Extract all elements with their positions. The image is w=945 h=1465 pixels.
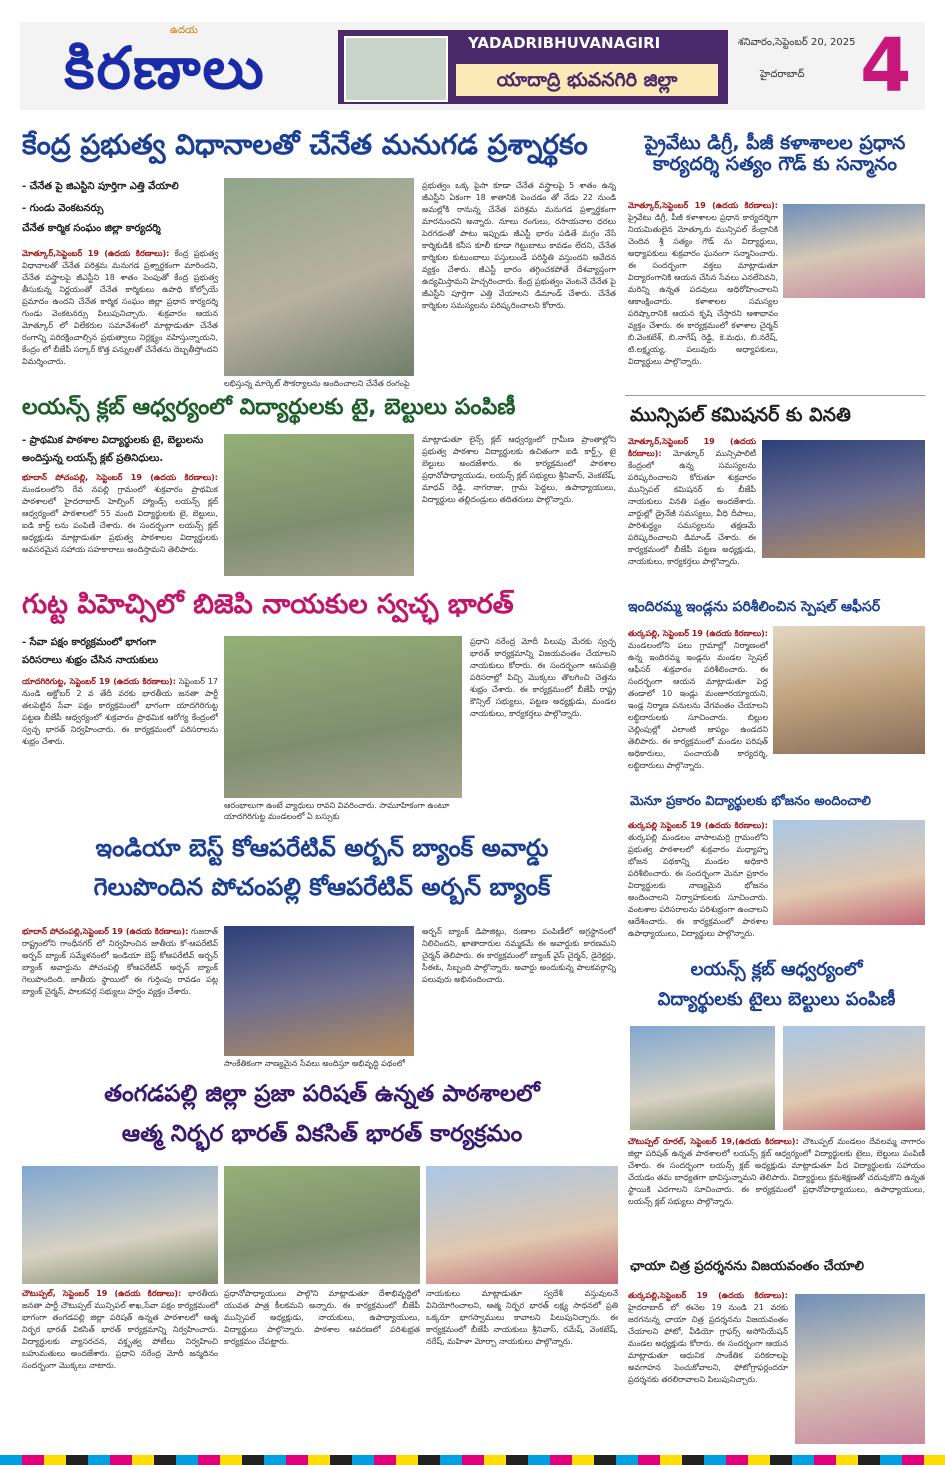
story2-text: ప్రైవేటు డిగ్రీ, పీజీ కళాశాలల ప్రధాన కార్యదర్శిగా నియమితులైన మోత్కూరు మున్సిపల్ కేంద్రానికి చెందిన శ్రీ సత్యం గౌడ్ ను విద్యార్థులు, అధ్యాపకులు శుక్రవారం ఘనంగా సన్మానించారు. ఈ సందర్భంగా వక్తలు మాట్లాడుతూ విద్యారంగానికి ఆయన చేసిన సేవలు ఎనలేనివని, మరిన్ని ఉన్నత పదవులు అధిరోహించాలని ఆకాంక్షించారు. కళాశాలల సమస్యల పరిష్కారానికి ఆయన కృషి చేస్తారని ఆశాభావం వ్యక్తం చేశారు. ఈ కార్యక్రమంలో కళాశాల చైర్మన్ బి.వెంకటేశ్, బి.నాగేష్ రెడ్డి, కె.మధు, బి.నరేష్, టి.లక్ష్మయ్య, పలువురు అధ్యాపకులు, విద్యార్థులు పాల్గొన్నారు. [628, 213, 778, 366]
story5-body-right: ప్రధాని నరేంద్ర మోదీ పిలుపు మేరకు స్వచ్ఛ భారత్ కార్యక్రమాన్ని విజయవంతం చేయాలని నాయకులు కోరారు. ఈ సందర్భంగా ఆసుపత్రి పరిసరాల్లో పిచ్చి మొక్కలు తొలగించి చెత్తను శుభ్రం చేశారు. ఈ కార్యక్రమంలో బీజేపీ రాష్ట్ర కౌన్సిల్ సభ్యులు, పట్టణ అధ్యక్షుడు, మండల నాయకులు, కార్యకర్తలు పాల్గొన్నారు. [470, 637, 616, 718]
story10-headline2: ఆత్మ నిర్భర భారత్ వికసిత్ భారత్ కార్యక్రమం [121, 1121, 523, 1147]
story8-text-left: గుజరాత్ రాష్ట్రంలోని గాంధీనగర్ లో నిర్వహించిన జాతీయ కో-ఆపరేటివ్ అర్బన్ బ్యాంక్ సమ్మేళనంలో ఇండియా బెస్ట్ కోఆపరేటివ్ అర్బన్ బ్యాంక్ అవార్డును పోచంపల్లి కోఆపరేటివ్ అర్బన్ బ్యాంక్ గెలుపొందింది. జాతీయ స్థాయిలో ఈ గుర్తింపు రావడం పట్ల బ్యాంక్ చైర్మన్, పాలకవర్గ సభ్యులు హర్షం వ్యక్తం చేశారు. [22, 927, 218, 996]
story2-body [628, 200, 778, 368]
divider [625, 395, 925, 396]
story5-caption: ఆరంభాలుగా ఉంటే వ్యాధులు రావని వివరించారు. సామూహికంగా ఉంటూ యాదగిరిగుట్ట మండలంలో ఏ బస్సుకు [224, 801, 450, 822]
story11-portrait [795, 1294, 925, 1444]
district-name-english: YADADRIBHUVANAGIRI [468, 34, 661, 52]
story3-headline: లయన్స్ క్లబ్ ఆధ్వర్యంలో విద్యార్థులకు టై, బెల్టులు పంపిణీ [22, 395, 516, 420]
story10-photo3 [426, 1166, 618, 1284]
story10-dateline: చౌటుప్పల్, సెప్టెంబర్ 19 (ఉదయ కిరణాలు): [22, 1289, 182, 1298]
story8-caption: సాంకేతికంగా నాణ్యమైన సేవలు అందిస్తూ అభివృద్ధి పథంలో [224, 1059, 405, 1068]
story8-body-right: అర్బన్ బ్యాంక్ డిపాజిట్లు, రుణాల పంపిణీలో అగ్రస్థానంలో నిలిచిందని, ఖాతాదారుల నమ్మకమే ఈ అవార్డుకు కారణమని చైర్మన్ తెలిపారు. ఈ కార్యక్రమంలో బ్యాంక్ వైస్ చైర్మన్, డైరెక్టర్లు, సీఈఓ, సిబ్బంది పాల్గొన్నారు. అవార్డు అందుకున్న పాలకవర్గాన్ని పలువురు అభినందించారు. [422, 927, 616, 984]
story9-headline2: విద్యార్థులకు టైలు బెల్టులు పంపిణీ [657, 989, 896, 1010]
story1-text-left: కేంద్ర ప్రభుత్వ విధానాలతో చేనేత పరిశ్రమ మనుగడ ప్రశ్నార్థకంగా మారిందని, చేనేత వస్త్రాలపై జీఎస్టీని 18 శాతం పెంపుతో కేంద్ర ప్రభుత్వ తీసుకున్న నిర్ణయంతో చేనేత కార్మికులు ఉపాధి కోల్పోయే ప్రమాదం ఉందని చేనేత కార్మిక సంఘం జిల్లా ప్రధాన కార్యదర్శి గుండు వెంకటనర్సు పిలుపునిచ్చారు. శుక్రవారం ఆయన మోత్కూర్ లో విలేకరుల సమావేశంలో మాట్లాడుతూ చేనేత రంగాన్ని పరిరక్షించాల్సిన ప్రభుత్వాలు నిర్లక్ష్యం వహిస్తున్నాయని, కేంద్రం లో బీజేపీ సర్కార్ కొత్త పన్నులతో చేనేతను దెబ్బతీస్తోందని విమర్శించారు. [22, 249, 218, 366]
story2-dateline: మోత్కూర్,సెప్టెంబర్ 19 (ఉదయ కిరణాలు): [628, 201, 778, 210]
story6-photo [773, 626, 925, 754]
story9-body [628, 1136, 925, 1250]
story9-photo2 [783, 1026, 925, 1130]
story4-headline: మున్సిపల్ కమిషనర్ కు వినతి [630, 404, 851, 426]
story2-photo [783, 204, 925, 298]
story10-text-col1: భారతీయ జనతా పార్టీ చౌటుప్పల్ మున్సిపల్ శాఖ,సేవా పక్షం కార్యక్రమంలో భాగంగా తంగడపల్లి జిల్లా పరిషత్ ఉన్నత పాఠశాలలో ఆత్మ నిర్భర భారత్ వికసిత్ భారత్ కార్యక్రమాన్ని నిర్వహించారు. విద్యార్థులకు వ్యాసరచన, వక్తృత్వ పోటీలు నిర్వహించి బహుమతులు అందజేశారు. ప్రధాని నరేంద్ర మోదీ జన్మదినం సందర్భంగా మొక్కలు నాటారు. [22, 1289, 218, 1370]
story1-sub3: చేనేత కార్మిక సంఘం జిల్లా కార్యదర్శి [22, 223, 161, 234]
story6-dateline: తుర్కపల్లి, సెప్టెంబర్ 19 (ఉదయ కిరణాలు): [628, 629, 768, 638]
story1-headline: కేంద్ర ప్రభుత్వ విధానాలతో చేనేత మనుగడ ప్రశ్నార్థకం [22, 128, 588, 161]
story3-photo [224, 434, 414, 576]
story4-photo [762, 440, 925, 558]
page-number: 4 [860, 23, 912, 109]
story9-dateline: చౌటుప్పల్ రూరల్, సెప్టెంబర్ 19,(ఉదయ కిరణాలు): [628, 1137, 799, 1146]
story2-headline: ప్రైవేటు డిగ్రీ, పీజీ కళాశాలల ప్రధాన కార్యదర్శి సత్యం గౌడ్ కు సన్మానం [644, 132, 906, 175]
story7-body [628, 820, 768, 942]
district-banner [338, 30, 728, 104]
temple-image [344, 36, 448, 102]
story3-body-left [22, 472, 218, 577]
story1-body-right: ప్రభుత్వం ఒక్క పైసా కూడా చేనేత వస్త్రాలపై 5 శాతం ఉన్న జీఎస్టీని ఏకంగా 18 శాతానికి పెంచడం తో నేడు 22 నుండి అమల్లోకి రానున్న చేనేత పరిశ్రమ మనుగడ ప్రశ్నార్థకంగా మారనుందని అన్నారు. నూలు రంగులు, రసాయనాల ధరలు పెరగడంతో పాటు ఇప్పుడు జీఎస్టీ భారం పడితే మగ్గం నేసే కార్మికుడికి కనీస కూలీ కూడా గిట్టుబాటు కావడం లేదని, చేనేత కార్మికుల కుటుంబాలు పస్తులుండే పరిస్థితి వస్తుందని ఆవేదన వ్యక్తం చేశారు. జీఎస్టీ భారం తగ్గించకపోతే దేశవ్యాప్తంగా ఉద్యమిస్తామని హెచ్చరించారు. కేంద్ర ప్రభుత్వం వెంటనే చేనేత పై జీఎస్టీని పూర్తిగా ఎత్తి వేయాలని డిమాండ్ చేశారు. చేనేత కార్మికుల సమస్యలను పరిష్కరించాలని కోరారు. [422, 181, 616, 310]
story8-photo [224, 926, 414, 1056]
district-name-telugu: యాదాద్రి భువనగిరి జిల్లా [456, 64, 718, 96]
print-color-bar [0, 1455, 945, 1465]
story5-sub2: పరిసరాలు శుభ్రం చేసిన నాయకులు [22, 655, 159, 666]
issue-date: శనివారం,సెప్టెంబర్ 20, 2025 [738, 37, 856, 48]
story8-headline2: గెలుపొందిన పోచంపల్లి కోఆపరేటివ్ అర్బన్ బ్యాంక్ [93, 873, 551, 901]
story1-dateline: మోత్కూర్,సెప్టెంబర్ 19 (ఉదయ కిరణాలు): [22, 249, 170, 258]
story7-headline: మెనూ ప్రకారం విద్యార్థులకు భోజనం అందించాలి [630, 794, 871, 809]
story4-dateline: మోత్కూర్,సెప్టెంబర్ 19 (ఉదయ కిరణాలు): [628, 437, 756, 458]
story1-caption: లభిస్తున్న మార్కెట్ సౌకర్యాలను అందించాలని చేనేత రంగంపై [224, 379, 410, 388]
story5-body-left [22, 676, 218, 816]
masthead [20, 22, 925, 110]
story5-sub1: - సేవా పక్షం కార్యక్రమంలో భాగంగా [22, 637, 157, 648]
story3-sub1: - ప్రాథమిక పాఠశాల విద్యార్థులకు టై, బెల్టులను [22, 435, 204, 446]
story1-sub1: - చేనేత పై జిఎస్టిని పూర్తిగా ఎత్తి వేయాలి [22, 181, 179, 192]
story10-photo1 [22, 1166, 218, 1284]
story5-dateline: యాదగిరిగుట్ట, సెప్టెంబర్ 19 (ఉదయ కిరణాలు): [22, 677, 176, 686]
story5-photo [224, 636, 462, 798]
story8-dateline: భూదాన్ పోచంపల్లి,సెప్టెంబర్ 19 (ఉదయ కిరణాలు): [22, 927, 189, 936]
story1-photo [224, 178, 414, 376]
story11-dateline: తుర్కపల్లి,సెప్టెంబర్ 19 (ఉదయ కిరణాలు): [628, 1291, 788, 1300]
story8-headline1: ఇండియా బెస్ట్ కోఆపరేటివ్ అర్బన్ బ్యాంక్ అవార్డు [95, 834, 549, 862]
story11-headline: ఛాయా చిత్ర ప్రదర్శనను విజయవంతం చేయాలి [630, 1259, 865, 1274]
story9-text: చౌటుప్పల్ మండలం దేవలమ్మ నాగారం జిల్లా పరిషత్ ఉన్నత పాఠశాలలో లయన్స్ క్లబ్ ఆధ్వర్యంలో విద్యార్థులకు టైలు, బెల్టులు పంపిణీ చేశారు. ఈ సందర్భంగా లయన్స్ క్లబ్ అధ్యక్షుడు మాట్లాడుతూ పేద విద్యార్థులకు సహాయం చేయడం తమ బాధ్యతగా భావిస్తున్నామని తెలిపారు. విద్యార్థులు క్రమశిక్షణతో చదువుకొని ఉన్నత స్థాయికి ఎదగాలని సూచించారు. ఈ కార్యక్రమంలో ప్రధానోపాధ్యాయులు, ఉపాధ్యాయులు, లయన్స్ క్లబ్ సభ్యులు పాల్గొన్నారు. [628, 1137, 925, 1206]
story5-headline: గుట్ట పిహెచ్సిలో బిజెపి నాయకుల స్వచ్ఛ భారత్ [22, 589, 514, 620]
story10-headline1: తంగడపల్లి జిల్లా ప్రజా పరిషత్ ఉన్నత పాఠశాలలో [104, 1081, 540, 1107]
story3-text-left: మండలంలోని రేవ నపల్లి గ్రామంలో శుక్రవారం ప్రాథమిక పాఠశాలలో హైదరాబాద్ హెల్పింగ్ హ్యాండ్స్ లయన్స్ క్లబ్ ఆధ్వర్యంలో పాఠశాలలో 55 మంది విద్యార్థులకు టై, బెల్టులు, ఐడి కార్డ్ లను పంపిణీ చేశారు. ఈ సందర్భంగా లయన్స్ క్లబ్ అధ్యక్షుడు మాట్లాడుతూ ప్రభుత్వ పాఠశాలల విద్యార్థులకు అవసరమైన సహాయ సహకారాలు అందిస్తామని తెలిపారు. [22, 485, 218, 554]
story10-body-col3: నాయకులు మాట్లాడుతూ స్వదేశీ వస్తువులనే వినియోగించాలని, ఆత్మ నిర్భర భారత్ లక్ష్య సాధనలో ప్రతి ఒక్కరూ భాగస్వాములు కావాలని పిలుపునిచ్చారు. ఈ కార్యక్రమంలో బీజేపీ నాయకులు శ్రీనివాస్, రమేష్, వెంకటేష్, నరేష్, మహిళా మోర్చా నాయకులు పాల్గొన్నారు. [426, 1289, 618, 1346]
story4-text: మోత్కూర్ మున్సిపాలిటీ కేంద్రంలో ఉన్న సమస్యలను పరిష్కరించాలని కోరుతూ శుక్రవారం మున్సిపల్ కమిషనర్ కు బీజేపీ నాయకులు వినతి పత్రం అందజేశారు. వార్డుల్లో డ్రైనేజీ సమస్యలు, వీధి దీపాలు, పారిశుద్ధ్యం సమస్యలను తక్షణమే పరిష్కరించాలని డిమాండ్ చేశారు. ఈ కార్యక్రమంలో బీజేపీ పట్టణ అధ్యక్షుడు, నాయకులు, కార్యకర్తలు పాల్గొన్నారు. [628, 449, 756, 566]
story5-text-left: సెప్టెంబర్ 17 నుండి అక్టోబర్ 2 వ తేదీ వరకు భారతీయ జనతా పార్టీ తలపెట్టిన సేవా పక్షం కార్యక్రమంలో భాగంగా యాదగిరిగుట్ట పట్టణ బీజేపీ ఆధ్వర్యంలో శుక్రవారం ప్రాథమిక ఆరోగ్య కేంద్రంలో స్వచ్ఛ భారత్ నిర్వహించారు. ఈ కార్యక్రమంలో పరిసరాలను శుభ్రం చేశారు. [22, 677, 218, 746]
story11-body [628, 1290, 788, 1448]
newspaper-logo: కిరణాలు [64, 34, 266, 102]
story4-body [628, 436, 756, 586]
story9-headline1: లయన్స్ క్లబ్ ఆధ్వర్యంలో [690, 959, 863, 980]
edition-city: హైదరాబాద్ [760, 69, 805, 80]
story9-photo1 [630, 1026, 775, 1130]
story3-dateline: భూదాన్ పోచంపల్లి, సెప్టెంబర్ 19 (ఉదయ కిరణాలు): [22, 473, 218, 482]
story10-body-col2: ప్రధానోపాధ్యాయులు పాల్గొని మాట్లాడుతూ దేశాభివృద్ధిలో యువత పాత్ర కీలకమని అన్నారు. ఈ కార్యక్రమంలో బీజేపీ మున్సిపల్ అధ్యక్షుడు, నాయకులు, ఉపాధ్యాయులు, విద్యార్థులు పాల్గొన్నారు. పాఠశాల ఆవరణలో పరిశుభ్రత కార్యక్రమం చేపట్టారు. [224, 1289, 420, 1346]
story6-headline: ఇందిరమ్మ ఇండ్లను పరిశీలించిన స్పెషల్ ఆఫీసర్ [628, 599, 881, 615]
story10-body-col1 [22, 1288, 218, 1448]
story11-text: హైదరాబాద్ లో ఈనెల 19 నుండి 21 వరకు జరగనున్న ఛాయా చిత్ర ప్రదర్శనను విజయవంతం చేయాలని ఫోటో, వీడియో గ్రాఫర్స్ అసోసియేషన్ మండల అధ్యక్షుడు కోరారు. ఈ సందర్భంగా ఆయన మాట్లాడుతూ ఆధునిక సాంకేతిక పరికరాలపై అవగాహన పెంచుకోవాలని, ఫోటోగ్రాఫర్లందరూ ప్రదర్శనకు తరలిరావాలని పిలుపునిచ్చారు. [628, 1303, 788, 1384]
story3-body-right: మాట్లాడుతూ లైన్స్ క్లబ్ ఆధ్వర్యంలో గ్రామీణ ప్రాంతాల్లోని ప్రభుత్వ పాఠశాల విద్యార్థులకు ఉచితంగా ఐడి కార్డ్స్, టై బెల్టులు అందజేశారు. ఈ కార్యక్రమంలో పాఠశాల ప్రధానోపాధ్యాయుడు, లయన్స్ క్లబ్ సభ్యులు శ్రీనివాస్, వెంకటేష్, మాధవ్ రెడ్డి, నాగరాజు, గ్రామ పెద్దలు, ఉపాధ్యాయులు, విద్యార్థులు తల్లిదండ్రులు తదితరులు పాల్గొన్నారు. [422, 435, 616, 504]
story8-body-left [22, 926, 218, 1076]
story1-sub2: - గుండు వెంకటనర్సు [22, 203, 104, 214]
story6-text: మండలంలోని పలు గ్రామాల్లో నిర్మాణంలో ఉన్న ఇందిరమ్మ ఇండ్లను మండల స్పెషల్ ఆఫీసర్ శుక్రవారం పరిశీలించారు. ఈ సందర్భంగా ఆయన మాట్లాడుతూ పెద్ద తండాలో 10 ఇండ్లు మంజూరయ్యాయని, ఇండ్ల నిర్మాణ పనులను వేగవంతం చేయాలని లబ్ధిదారులకు సూచించారు. బిల్లుల చెల్లింపుల్లో ఎలాంటి జాప్యం ఉండదని తెలిపారు. ఈ కార్యక్రమంలో మండల పరిషత్ అధికారులు, పంచాయతీ కార్యదర్శి, లబ్ధిదారులు పాల్గొన్నారు. [628, 641, 768, 770]
story7-photo [773, 820, 925, 925]
story1-body-left [22, 248, 218, 388]
story7-dateline: తుర్కపల్లి సెప్టెంబర్ 19 (ఉదయ కిరణాలు): [628, 821, 768, 830]
story10-photo2 [224, 1166, 420, 1284]
story3-sub2: అందిస్తున్న లయన్స్ క్లబ్ ప్రతినిధులు. [22, 453, 164, 464]
logo-tagline: ఉదయ [170, 25, 198, 36]
story7-text: తుర్కపల్లి మండలం వాసాలమర్రి గ్రామంలోని ప్రభుత్వ పాఠశాలలో శుక్రవారం మధ్యాహ్న భోజన పథకాన్ని మండల అధికారి పరిశీలించారు. ఈ సందర్భంగా మెనూ ప్రకారం విద్యార్థులకు నాణ్యమైన భోజనం అందించాలని నిర్వాహకులకు సూచించారు. వంటశాల పరిసరాలను పరిశుభ్రంగా ఉంచాలని ఆదేశించారు. ఈ కార్యక్రమంలో పాఠశాల ఉపాధ్యాయులు, విద్యార్థులు పాల్గొన్నారు. [628, 833, 768, 938]
